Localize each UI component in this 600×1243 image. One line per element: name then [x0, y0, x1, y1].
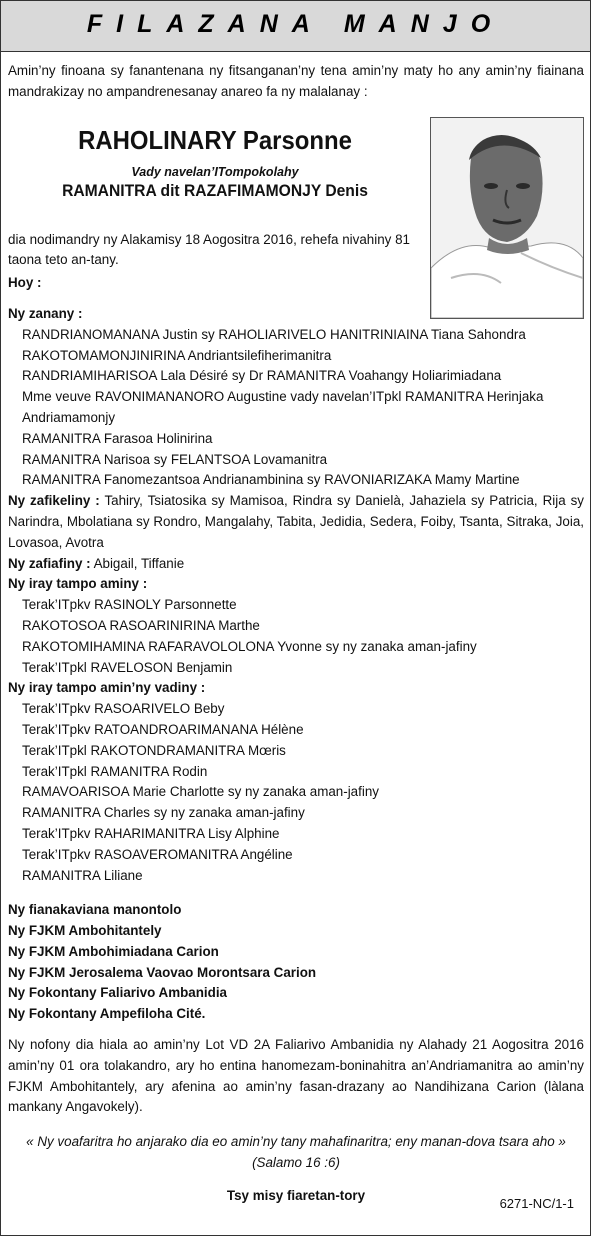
children-item: RAMANITRA Narisoa sy FELANTSOA Lovamanitra	[22, 451, 328, 467]
reference-code: 6271-NC/1-1	[499, 1195, 574, 1211]
notice-body	[8, 61, 584, 1212]
children-label: Ny zanany :	[8, 305, 83, 321]
deceased-subtitle: Vady navelan’ITompokolahy	[131, 164, 299, 179]
children-item: RANDRIANOMANANA Justin sy RAHOLIARIVELO HANITRINIAINA Tiana Sahondra	[22, 326, 526, 342]
organization-item: Ny FJKM Jerosalema Vaovao Morontsara Carion	[8, 964, 317, 980]
organization-item: Ny FJKM Ambohitantely	[8, 923, 162, 939]
sibling-item: RAKOTOSOA RASOARINIRINA Marthe	[22, 617, 260, 633]
bible-quote: « Ny voafaritra ho anjarako dia eo amin’ny tany mahafinaritra; eny manan-dova tsara aho »	[26, 1134, 566, 1150]
sibling-item: RAKOTOMIHAMINA RAFARAVOLOLONA Yvonne sy ny zanaka aman-jafiny	[22, 638, 477, 654]
deceased-block	[8, 125, 584, 215]
children-section	[8, 304, 584, 491]
great-grandchildren-line	[8, 554, 584, 575]
grandchildren-label: Ny zafikeliny :	[8, 493, 100, 509]
children-item: RAKOTOMAMONJINIRINA Andriantsilefiherimanitra	[22, 347, 332, 363]
husband-name: RAMANITRA dit RAZAFIMAMONJY Denis	[62, 180, 368, 200]
organizations-section	[8, 900, 584, 1025]
deceased-name: RAHOLINARY Parsonne	[78, 124, 352, 155]
children-item: Mme veuve RAVONIMANANORO Augustine vady navelan’ITpkl RAMANITRA Herinjaka Andriamamonjy	[22, 389, 544, 425]
spouse-siblings-section	[8, 678, 584, 886]
spouse-sibling-item: RAMAVOARISOA Marie Charlotte sy ny zanaka aman-jafiny	[22, 784, 379, 800]
organization-item: Ny Fokontany Ampefiloha Cité.	[8, 1006, 206, 1022]
final-line: Tsy misy fiaretan-tory	[226, 1187, 366, 1203]
spouse-sibling-item: RAMANITRA Charles sy ny zanaka aman-jafiny	[22, 805, 305, 821]
spouse-sibling-item: Terak’ITpkv RASOARIVELO Beby	[22, 701, 225, 717]
sibling-item: Terak’ITpkl RAVELOSON Benjamin	[22, 659, 233, 675]
spouse-sibling-item: Terak’ITpkv RAHARIMANITRA Lisy Alphine	[22, 825, 280, 841]
bible-quote-reference: (Salamo 16 :6)	[252, 1155, 340, 1171]
siblings-section	[8, 574, 584, 678]
spouse-sibling-item: RAMANITRA Liliane	[22, 867, 143, 883]
grandchildren-list: Tahiry, Tsiatosika sy Mamisoa, Rindra sy Danielà, Jahaziela sy Patricia, Rija sy Narindra, Mbolatiana sy Rondro, Mangalahy, Tabita, Jedidia, Sedera, Foiby, Tsanta, Sitraka, Joia, Lovasoa, Avotra	[8, 493, 584, 550]
spouse-sibling-item: Terak’ITpkl RAKOTONDRAMANITRA Mœris	[22, 742, 286, 758]
children-item: RAMANITRA Farasoa Holinirina	[22, 430, 213, 446]
death-notice: dia nodimandry ny Alakamisy 18 Aogositra 2016, rehefa nivahiny 81 taona teto an-tany.	[8, 231, 410, 268]
organization-item: Ny fianakaviana manontolo	[8, 902, 182, 918]
hoy-label: Hoy :	[8, 275, 42, 291]
intro-text: Amin’ny finoana sy fanantenana ny fitsanganan’ny tena amin’ny maty ho any amin’ny fiainana mandrakizay no ampandrenesanay anareo fa ny malalanay :	[8, 63, 584, 99]
spouse-sibling-item: Terak’ITpkv RATOANDROARIMANANA Hélène	[22, 721, 304, 737]
spouse-sibling-item: Terak’ITpkl RAMANITRA Rodin	[22, 763, 208, 779]
great-grandchildren-list: Abigail, Tiffanie	[93, 555, 185, 571]
siblings-label: Ny iray tampo aminy :	[8, 576, 148, 592]
sibling-item: Terak’ITpkv RASINOLY Parsonnette	[22, 597, 237, 613]
children-item: RANDRIAMIHARISOA Lala Désiré sy Dr RAMANITRA Voahangy Holiarimiadana	[22, 368, 502, 384]
funeral-details: Ny nofony dia hiala ao amin’ny Lot VD 2A Faliarivo Ambanidia ny Alahady 21 Aogositra 2016 amin’ny 01 ora tolakandro, ary ho entina hanomezam-boninahitra an’Andriamanitra ao amin’ny FJKM Ambohitantely, ary afenina ao amin’ny fasan-drazany ao Nandihizana Carion (làlana mankany Angavokely).	[8, 1037, 584, 1115]
notice-title: FILAZANA MANJO	[86, 10, 505, 38]
spouse-sibling-item: Terak’ITpkv RASOAVEROMANITRA Angéline	[22, 846, 293, 862]
final-block	[8, 1184, 584, 1212]
grandchildren-line	[8, 491, 584, 553]
organization-item: Ny FJKM Ambohimiadana Carion	[8, 943, 219, 959]
spouse-siblings-label: Ny iray tampo amin’ny vadiny :	[8, 680, 206, 696]
header-banner	[1, 1, 590, 52]
spacer	[8, 886, 584, 900]
great-grandchildren-label: Ny zafiafiny :	[8, 555, 91, 571]
children-item: RAMANITRA Fanomezantsoa Andrianambinina sy RAVONIARIZAKA Mamy Martine	[22, 472, 520, 488]
organization-item: Ny Fokontany Faliarivo Ambanidia	[8, 985, 228, 1001]
